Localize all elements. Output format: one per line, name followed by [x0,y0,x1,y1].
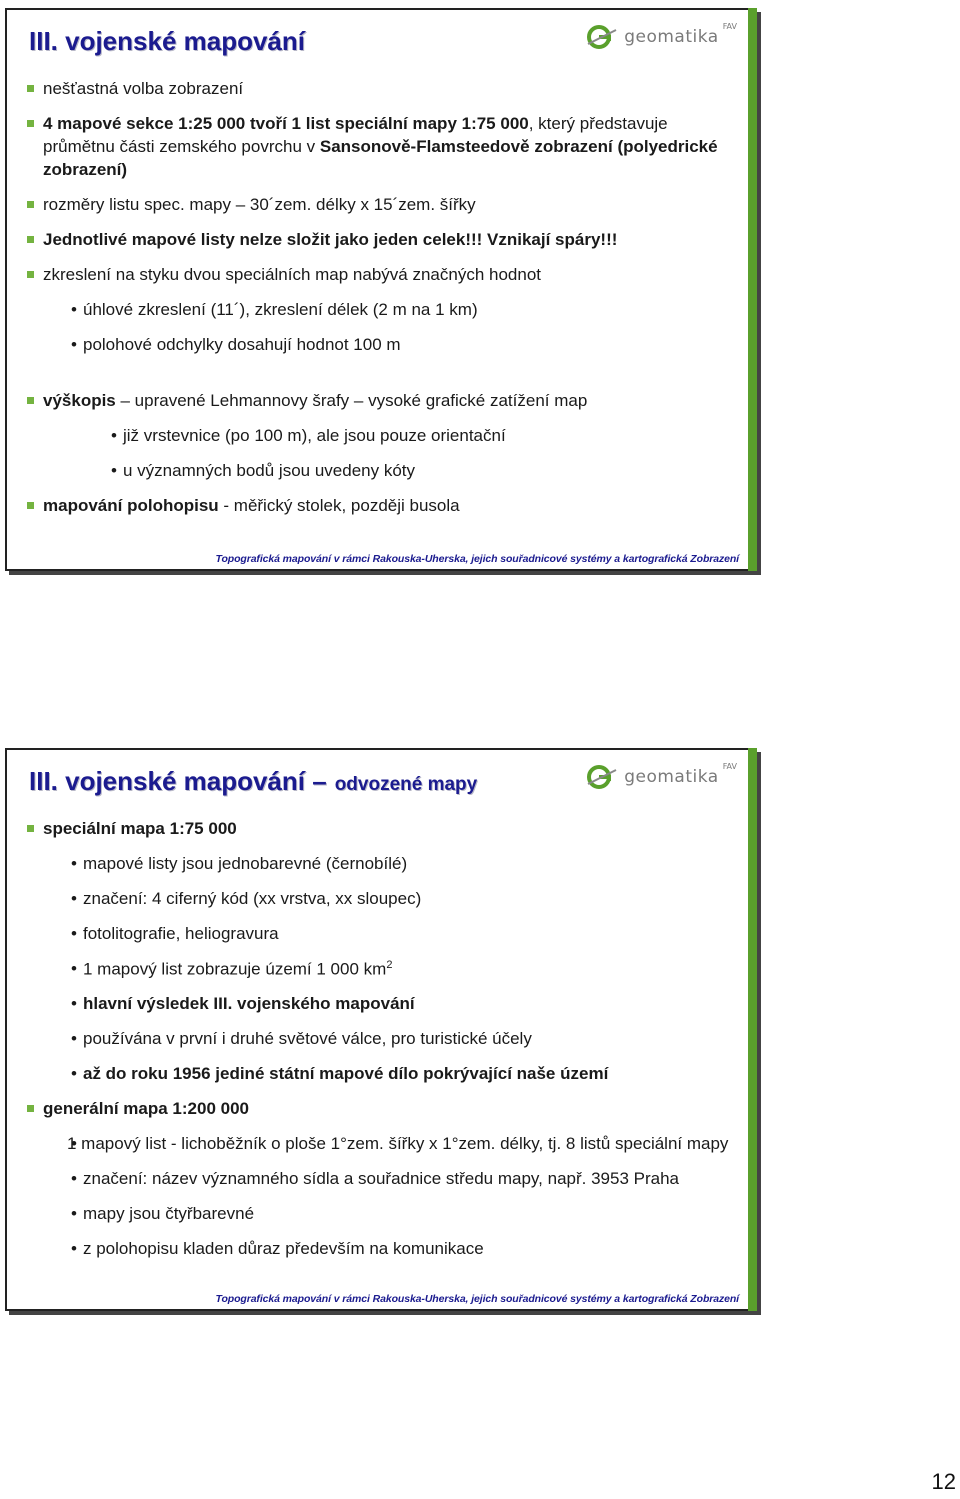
slide-1 [5,8,757,571]
sub-list-item: • mapy jsou čtyřbarevné [27,1203,735,1226]
sub-list-item: • úhlové zkreslení (11´), zkreslení délek (2 m na 1 km) [27,299,735,322]
list-item: mapování polohopisu - měřický stolek, později busola [27,495,735,518]
list-item: zkreslení na styku dvou speciálních map nabývá značných hodnot [27,264,735,287]
list-item: rozměry listu spec. mapy – 30´zem. délky x 15´zem. šířky [27,194,735,217]
logo-fav: FAV [722,762,737,771]
slide-footer: Topografická mapování v rámci Rakouska-Uherska, jejich souřadnicové systémy a kartografická Zobrazení [215,1293,739,1305]
sub-list-item: • z polohopisu kladen důraz především na komunikace [27,1238,735,1261]
page-number: 12 [931,1469,956,1494]
sub-list-item: • fotolitografie, heliogravura [27,923,735,946]
sub-list-item: • značení: název významného sídla a souřadnice středu mapy, např. 3953 Praha [27,1168,735,1191]
geomatika-logo-icon [586,764,620,790]
sub-list-item: • až do roku 1956 jediné státní mapové dílo pokrývající naše území [27,1063,735,1086]
slide-title: III. vojenské mapování [29,26,305,56]
geomatika-logo [586,24,737,50]
sub-list-item: • již vrstevnice (po 100 m), ale jsou pouze orientační [27,425,735,448]
sub-list-item: • 1 mapový list zobrazuje území 1 000 $km^2$ [27,958,735,982]
sub-list-item: • 1 mapový list - lichoběžník o ploše 1°zem. šířky x 1°zem. délky, tj. 8 listů speciální mapy [27,1133,735,1156]
slide-1-content [27,78,735,530]
slide-title: III. vojenské mapování – odvozené mapy [29,766,478,796]
sub-list-item: • mapové listy jsou jednobarevné (černobílé) [27,853,735,876]
list-item: 4 mapové sekce 1:25 000 tvoří 1 list speciální mapy 1:75 000, který představuje průmětnu části zemského povrchu v Sansonově-Flamsteedově zobrazení (polyedrické zobrazení) [27,113,735,182]
list-item: výškopis – upravené Lehmannovy šrafy – vysoké grafické zatížení map [27,390,735,413]
logo-fav: FAV [722,22,737,31]
geomatika-logo-icon [586,24,620,50]
logo-name: geomatika [624,767,719,787]
slide-subtitle: odvozené mapy [334,774,478,795]
list-item: nešťastná volba zobrazení [27,78,735,101]
list-item: generální mapa 1:200 000 [27,1098,735,1121]
logo-name: geomatika [624,27,719,47]
slide-2-content [27,818,735,1273]
sub-list-item: • hlavní výsledek III. vojenského mapování [27,993,735,1016]
list-item: Jednotlivé mapové listy nelze složit jako jeden celek!!! Vznikají spáry!!! [27,229,735,252]
slide-footer: Topografická mapování v rámci Rakouska-Uherska, jejich souřadnicové systémy a kartografická Zobrazení [215,553,739,565]
list-item: speciální mapa 1:75 000 [27,818,735,841]
sub-list-item: • polohové odchylky dosahují hodnot 100 m [27,334,735,357]
sub-list-item: • u významných bodů jsou uvedeny kóty [27,460,735,483]
geomatika-logo [586,764,737,790]
sub-list-item: • používána v první i druhé světové válce, pro turistické účely [27,1028,735,1051]
sub-list-item: • značení: 4 ciferný kód (xx vrstva, xx sloupec) [27,888,735,911]
slide-2 [5,748,757,1311]
